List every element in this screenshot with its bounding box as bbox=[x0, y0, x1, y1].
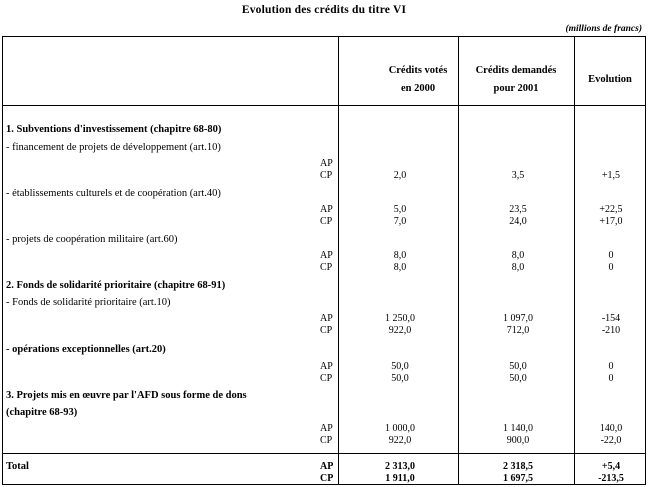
total-rule bbox=[2, 453, 646, 454]
credits-table bbox=[2, 36, 646, 485]
cell-2-1-cp-demandes-2001: 712,0 bbox=[506, 325, 530, 336]
row-type-2-2-cp: CP bbox=[320, 373, 333, 384]
total-ap-demandes-2001: 2 318,5 bbox=[503, 461, 533, 472]
section-heading-3-line1: 3. Projets mis en œuvre par l'AFD sous forme de dons bbox=[6, 390, 247, 401]
cell-3-1-ap-votes-2000: 1 000,0 bbox=[385, 423, 415, 434]
row-type-2-1-cp: CP bbox=[320, 325, 333, 336]
cell-1-1-cp-evolution: +1,5 bbox=[601, 170, 621, 181]
cell-3-1-ap-evolution: 140,0 bbox=[599, 423, 623, 434]
cell-2-1-ap-votes-2000: 1 250,0 bbox=[385, 313, 415, 324]
cell-2-1-ap-demandes-2001: 1 097,0 bbox=[503, 313, 533, 324]
cell-2-2-cp-votes-2000: 50,0 bbox=[391, 373, 409, 384]
row-label-1-3: - projets de coopération militaire (art.60) bbox=[6, 234, 178, 245]
units-note: (millions de francs) bbox=[565, 24, 642, 34]
total-ap-evolution: +5,4 bbox=[601, 461, 621, 472]
cell-1-1-cp-votes-2000: 2,0 bbox=[393, 170, 407, 181]
cell-1-2-cp-demandes-2001: 24,0 bbox=[509, 216, 527, 227]
cell-1-3-cp-votes-2000: 8,0 bbox=[393, 262, 407, 273]
cell-1-2-ap-evolution: +22,5 bbox=[599, 204, 623, 215]
page-title: Evolution des crédits du titre VI bbox=[241, 4, 407, 16]
cell-1-3-cp-evolution: 0 bbox=[608, 262, 614, 273]
total-type-cp: CP bbox=[320, 473, 334, 484]
cell-1-1-cp-demandes-2001: 3,5 bbox=[511, 170, 525, 181]
cell-3-1-cp-votes-2000: 922,0 bbox=[388, 435, 412, 446]
column-divider-1 bbox=[338, 36, 339, 485]
row-type-1-2-cp: CP bbox=[320, 216, 333, 227]
cell-1-3-ap-demandes-2001: 8,0 bbox=[511, 250, 525, 261]
column-header-votes-2000-line2: en 2000 bbox=[400, 83, 436, 94]
row-type-3-1-ap: AP bbox=[320, 423, 333, 434]
cell-3-1-cp-demandes-2001: 900,0 bbox=[506, 435, 530, 446]
header-rule bbox=[2, 105, 646, 106]
row-type-1-1-cp: CP bbox=[320, 170, 333, 181]
total-cp-demandes-2001: 1 697,5 bbox=[503, 473, 533, 484]
section-heading-1: 1. Subventions d'investissement (chapitre 68-80) bbox=[6, 124, 222, 135]
total-cp-votes-2000: 1 911,0 bbox=[385, 473, 415, 484]
total-type-ap: AP bbox=[320, 461, 334, 472]
total-cp-evolution: -213,5 bbox=[598, 473, 624, 484]
row-type-1-3-cp: CP bbox=[320, 262, 333, 273]
cell-1-3-cp-demandes-2001: 8,0 bbox=[511, 262, 525, 273]
cell-1-2-ap-votes-2000: 5,0 bbox=[393, 204, 407, 215]
cell-2-2-ap-evolution: 0 bbox=[608, 361, 614, 372]
row-type-1-1-ap: AP bbox=[320, 158, 333, 169]
cell-2-1-cp-evolution: -210 bbox=[601, 325, 621, 336]
row-type-3-1-cp: CP bbox=[320, 435, 333, 446]
row-type-2-1-ap: AP bbox=[320, 313, 333, 324]
cell-1-2-ap-demandes-2001: 23,5 bbox=[509, 204, 527, 215]
section-heading-3-line2: (chapitre 68-93) bbox=[6, 407, 78, 418]
cell-2-1-cp-votes-2000: 922,0 bbox=[388, 325, 412, 336]
column-header-votes-2000-line1: Crédits votés bbox=[388, 65, 448, 76]
row-type-2-2-ap: AP bbox=[320, 361, 333, 372]
cell-2-2-cp-demandes-2001: 50,0 bbox=[509, 373, 527, 384]
column-header-evolution: Evolution bbox=[588, 74, 632, 85]
cell-1-2-cp-evolution: +17,0 bbox=[599, 216, 623, 227]
cell-2-2-ap-votes-2000: 50,0 bbox=[391, 361, 409, 372]
cell-2-2-ap-demandes-2001: 50,0 bbox=[509, 361, 527, 372]
cell-1-3-ap-evolution: 0 bbox=[608, 250, 614, 261]
cell-1-3-ap-votes-2000: 8,0 bbox=[393, 250, 407, 261]
row-label-2-2: - opérations exceptionnelles (art.20) bbox=[6, 344, 166, 355]
total-label: Total bbox=[6, 461, 29, 472]
cell-2-2-cp-evolution: 0 bbox=[608, 373, 614, 384]
row-type-1-2-ap: AP bbox=[320, 204, 333, 215]
cell-3-1-ap-demandes-2001: 1 140,0 bbox=[503, 423, 533, 434]
cell-1-2-cp-votes-2000: 7,0 bbox=[393, 216, 407, 227]
row-label-1-1: - financement de projets de développement (art.10) bbox=[6, 142, 221, 153]
row-label-2-1: - Fonds de solidarité prioritaire (art.10) bbox=[6, 297, 171, 308]
cell-2-1-ap-evolution: -154 bbox=[601, 313, 621, 324]
cell-3-1-cp-evolution: -22,0 bbox=[600, 435, 622, 446]
column-header-demandes-2001-line1: Crédits demandés bbox=[475, 65, 557, 76]
row-type-1-3-ap: AP bbox=[320, 250, 333, 261]
row-label-1-2: - établissements culturels et de coopération (art.40) bbox=[6, 188, 221, 199]
column-header-demandes-2001-line2: pour 2001 bbox=[493, 83, 539, 94]
section-heading-2: 2. Fonds de solidarité prioritaire (chapitre 68-91) bbox=[6, 280, 226, 291]
total-ap-votes-2000: 2 313,0 bbox=[385, 461, 415, 472]
